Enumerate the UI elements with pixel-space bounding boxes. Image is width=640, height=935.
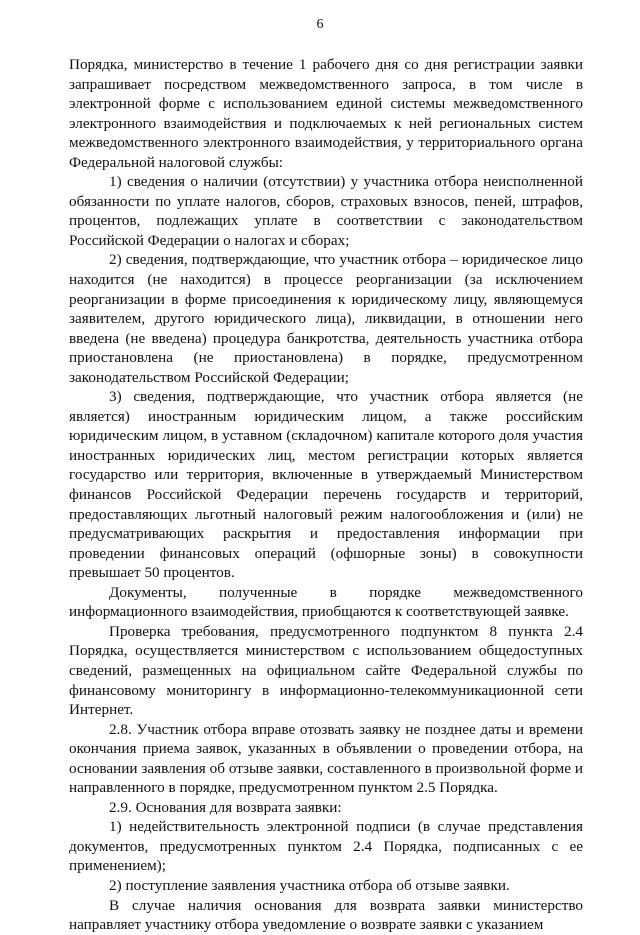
paragraph-intro: Порядка, министерство в течение 1 рабочего дня со дня регистрации заявки запрашивает посредством межведомственного запроса, в том числе в электронной форме с использованием единой системы межведомственного электронного взаимодействия и подключаемых к ней региональных систем межведомственного электронного взаимодействия, у территориального органа Федеральной налоговой службы:	[69, 56, 583, 171]
paragraph-documents: Документы, полученные в порядке межведомственного информационного взаимодействия, приобщаются к соответствующей заявке.	[69, 583, 583, 621]
paragraph-verification: Проверка требования, предусмотренного подпунктом 8 пункта 2.4 Порядка, осуществляется министерством с использованием общедоступных сведений, размещенных на официальном сайте Федеральной службы по финансовому мониторингу в информационно-телекоммуникационной сети Интернет.	[69, 622, 583, 719]
paragraph-section-2-9: 2.9. Основания для возврата заявки:	[109, 798, 342, 816]
page-number: 6	[316, 17, 324, 32]
document-body	[69, 55, 583, 935]
paragraph-section-2-8: 2.8. Участник отбора вправе отозвать заявку не позднее даты и времени окончания приема заявок, указанных в объявлении о проведении отбора, на основании заявления об отзыве заявки, составленного в произвольной форме и направленного в порядке, предусмотренном пунктом 2.5 Порядка.	[69, 720, 583, 797]
paragraph-return-reason-2: 2) поступление заявления участника отбора об отзыве заявки.	[109, 876, 510, 894]
paragraph-item-3: 3) сведения, подтверждающие, что участник отбора является (не является) иностранным юридическим лицом, а также российским юридическим лицом, в уставном (складочном) капитале которого доля участия иностранных юридических лиц, местом регистрации которых является государство или территория, включенные в утверждаемый Министерством финансов Российской Федерации перечень государств и территорий, предоставляющих льготный налоговый режим налогообложения и (или) не предусматривающих раскрытия и предоставления информации при проведении финансовых операций (офшорные зоны) в совокупности превышает 50 процентов.	[69, 388, 583, 582]
paragraph-return-reason-1: 1) недействительность электронной подписи (в случае представления документов, предусмотренных пунктом 2.4 Порядка, подписанных с ее применением);	[69, 818, 583, 875]
paragraph-return-notice: В случае наличия основания для возврата заявки министерство направляет участнику отбора уведомление о возврате заявки с указанием	[69, 896, 583, 934]
paragraph-item-2: 2) сведения, подтверждающие, что участник отбора – юридическое лицо находится (не находится) в процессе реорганизации (за исключением реорганизации в форме присоединения к юридическому лицу, являющемуся заявителем, другого юридического лица), ликвидации, в отношении него введена (не введена) процедура банкротства, деятельность участника отбора приостановлена (не приостановлена) в порядке, предусмотренном законодательством Российской Федерации;	[69, 251, 583, 386]
paragraph-item-1: 1) сведения о наличии (отсутствии) у участника отбора неисполненной обязанности по уплате налогов, сборов, страховых взносов, пеней, штрафов, процентов, подлежащих уплате в соответствии с законодательством Российской Федерации о налогах и сборах;	[69, 173, 583, 249]
